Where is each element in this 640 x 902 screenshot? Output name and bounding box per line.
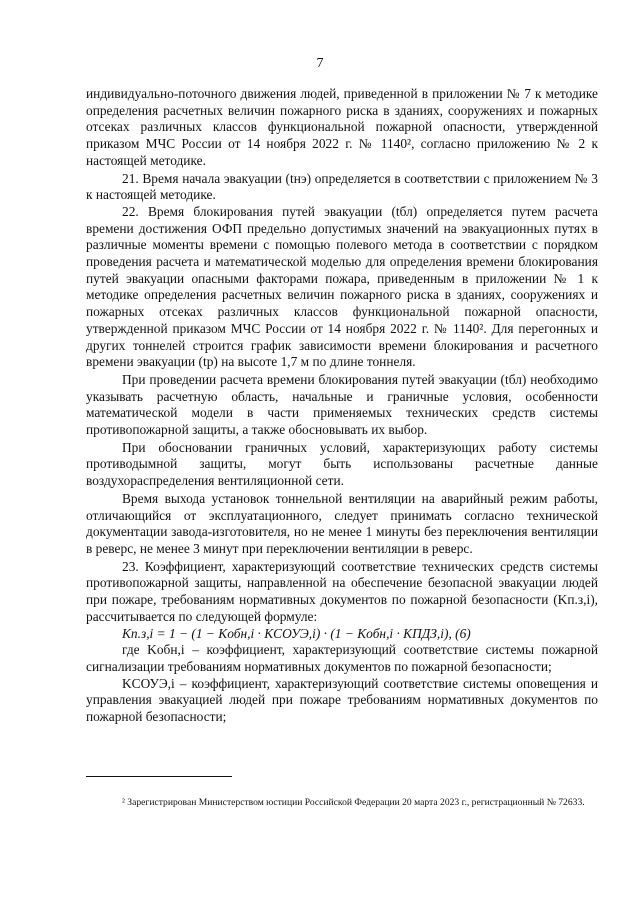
paragraph: KСОУЭ,i – коэффициент, характеризующий соответствие системы оповещения и управления эвакуацией людей при пожаре требованиям нормативных документов по пожарной безопасности; <box>86 675 598 725</box>
page-number: 7 <box>316 56 324 71</box>
paragraph: Время выхода установок тоннельной вентиляции на аварийный режим работы, отличающийся от эксплуатационного, следует принимать согласно технической документации завода-изготовителя, но не менее 1 минуты без переключения вентиляции в реверс, не менее 3 минут при переключении вентиляции в реверс. <box>86 490 598 556</box>
footnote-text: ² Зарегистрирован Министерством юстиции Российской Федерации 20 марта 2023 г., регистрационный № 72633. <box>122 797 585 808</box>
footnote <box>86 796 598 809</box>
paragraph: 22. Время блокирования путей эвакуации (tбл) определяется путем расчета времени достижения ОФП предельно допустимых значений на эвакуационных путях в различные моменты времени с помощью полевого метода в соответствии с порядком проведения расчета и математической моделью для определения времени блокирования путей эвакуации опасными факторами пожара, приведенным в приложении № 1 к методике определения расчетных величин пожарного риска в зданиях, сооружениях и пожарных отсеках различных классов функциональной пожарной опасности, утвержденной приказом МЧС России от 14 ноября 2022 г. № 1140². Для перегонных и других тоннелей строится график зависимости времени блокирования и расчетного времени эвакуации (tр) на высоте 1,7 м по длине тоннеля. <box>86 203 598 370</box>
formula: Kп.з,i = 1 − (1 − Kобн,i · KСОУЭ,i) · (1 − Kобн,i · KПДЗ,i), (6) <box>122 625 471 641</box>
paragraph: При обосновании граничных условий, характеризующих работу системы противодымной защиты, могут быть использованы расчетные данные воздухораспределения вентиляционной сети. <box>86 439 598 489</box>
footnote-separator <box>86 776 232 777</box>
paragraph: где Kобн,i – коэффициент, характеризующий соответствие системы пожарной сигнализации требованиям нормативных документов по пожарной безопасности; <box>86 642 598 674</box>
document-body <box>86 86 598 726</box>
paragraph: 23. Коэффициент, характеризующий соответствие технических средств системы противопожарной защиты, направленной на обеспечение безопасной эвакуации людей при пожаре, требованиям нормативных документов по пожарной безопасности (Kп.з,i), рассчитывается по следующей формуле: <box>86 558 598 624</box>
paragraph: При проведении расчета времени блокирования путей эвакуации (tбл) необходимо указывать расчетную область, начальные и граничные условия, особенности математической модели в части применяемых технических средств системы противопожарной защиты, а также обосновывать их выбор. <box>86 371 598 438</box>
paragraph: индивидуально-поточного движения людей, приведенной в приложении № 7 к методике определения расчетных величин пожарного риска в зданиях, сооружениях и пожарных отсеках различных классов функциональной пожарной опасности, утвержденной приказом МЧС России от 14 ноября 2022 г. № 1140², согласно приложению № 2 к настоящей методике. <box>86 86 598 168</box>
paragraph: 21. Время начала эвакуации (tнэ) определяется в соответствии с приложением № 3 к настоящей методике. <box>86 170 598 203</box>
